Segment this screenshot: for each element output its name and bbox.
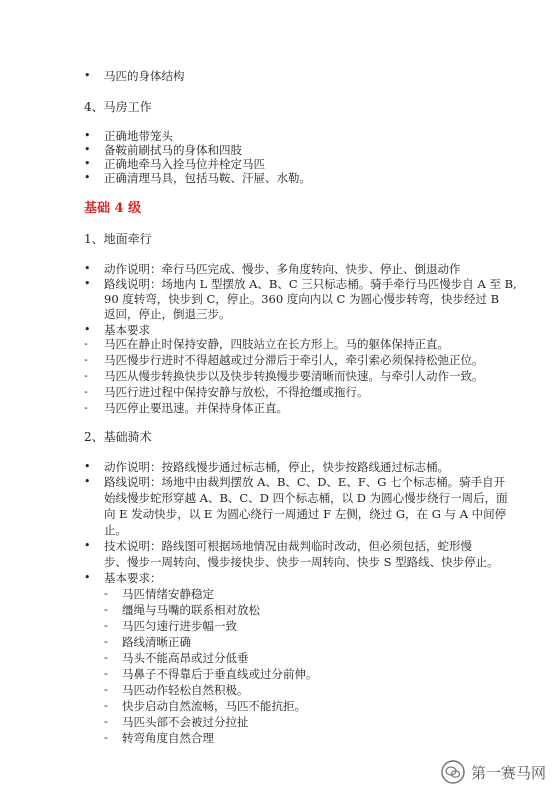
watermark-text: 第一赛马网 [470, 763, 546, 782]
bullet-icon: • [84, 277, 91, 290]
bullet-icon: • [84, 69, 91, 82]
requirement-item: 马鼻子不得靠后于垂直线或过分前伸。 [122, 667, 318, 681]
requirement-item: 马匹停止要迅速。并保持身体正直。 [104, 401, 288, 415]
route-description-line: 向 E 发动快步，以 E 为圆心绕行一周通过 F 左侧，绕过 G，在 G 与 A 中间停 [104, 507, 507, 521]
dash-marker: - [104, 667, 108, 680]
requirement-item: 转弯角度自然合理 [122, 731, 214, 745]
requirement-item: 马匹慢步行进时不得超越或过分滞后于牵引人，牵引索必须保持松弛正位。 [104, 353, 484, 367]
dash-marker: - [84, 401, 88, 414]
dash-marker: - [104, 587, 108, 600]
bullet-icon: • [84, 171, 91, 184]
bullet-icon: • [84, 323, 91, 336]
list-item: 备鞍前刷拭马的身体和四肢 [104, 143, 242, 157]
dash-marker: - [104, 683, 108, 696]
list-item: 正确地牵马入拴马位并栓定马匹 [104, 157, 265, 171]
route-description-line: 始线慢步蛇形穿越 A、B、C、D 四个标志桶，以 D 为圆心慢步绕行一周后，面 [104, 491, 508, 505]
wechat-icon [441, 760, 465, 784]
requirement-item: 马匹头部不会被过分拉扯 [122, 715, 249, 729]
section-heading-ground-leading: 1、地面牵行 [84, 232, 152, 246]
requirement-item: 马匹在静止时保持安静，四肢站立在长方形上。马的躯体保持正直。 [104, 337, 449, 351]
bullet-icon: • [84, 157, 91, 170]
route-description-line: 返回，停止，倒退三步。 [104, 307, 231, 321]
action-description: 动作说明：牵行马匹完成、慢步、多角度转向、快步、停止、倒退动作 [104, 262, 461, 276]
bullet-icon: • [84, 539, 91, 552]
requirement-item: 马匹匀速行进步幅一致 [122, 619, 237, 633]
dash-marker: - [84, 353, 88, 366]
dash-marker: - [104, 651, 108, 664]
requirement-item: 马匹从慢步转换快步以及快步转换慢步要清晰而快速。与牵引人动作一致。 [104, 369, 484, 383]
list-item: 正确清理马具，包括马鞍、汗屉、水勒。 [104, 171, 311, 185]
technical-description-line: 步、慢步一周转向、慢步接快步、快步一周转向、快步 S 型路线、快步停止。 [104, 555, 499, 569]
bullet-icon: • [84, 460, 91, 473]
section-heading-basic-riding: 2、基础骑术 [84, 430, 152, 444]
section-heading-stable-work: 4、马房工作 [84, 100, 152, 114]
action-description: 动作说明：按路线慢步通过标志桶，停止，快步按路线通过标志桶。 [104, 460, 449, 474]
requirement-item: 缰绳与马嘴的联系相对放松 [122, 603, 260, 617]
bullet-icon: • [84, 143, 91, 156]
watermark [441, 760, 546, 784]
requirements-label: 基本要求： [104, 571, 162, 585]
requirement-item: 马头不能高昂或过分低垂 [122, 651, 249, 665]
list-item: 正确地带笼头 [104, 129, 173, 143]
requirement-item: 快步启动自然流畅，马匹不能抗拒。 [122, 699, 306, 713]
dash-marker: - [104, 715, 108, 728]
bullet-icon: • [84, 571, 91, 584]
dash-marker: - [104, 635, 108, 648]
requirement-item: 马匹行进过程中保持安静与放松，不得抢缰或拖行。 [104, 385, 369, 399]
dash-marker: - [104, 699, 108, 712]
level-title: 基础 4 级 [84, 201, 142, 216]
list-item: 马匹的身体结构 [104, 69, 185, 83]
requirements-label: 基本要求 [104, 323, 150, 337]
dash-marker: - [84, 337, 88, 350]
dash-marker: - [84, 369, 88, 382]
technical-description-line: 技术说明：路线图可根据场地情况由裁判临时改动，但必须包括，蛇形慢 [104, 539, 472, 553]
dash-marker: - [84, 385, 88, 398]
dash-marker: - [104, 731, 108, 744]
requirement-item: 马匹动作轻松自然积极。 [122, 683, 249, 697]
route-description-line: 路线说明：场地内 L 型摆放 A、B、C 三只标志桶。骑手牵行马匹慢步自 A 至 B, [104, 277, 517, 291]
dash-marker: - [104, 603, 108, 616]
route-description-line: 路线说明：场地中由裁判摆放 A、B、C、D、E、F、G 七个标志桶。骑手自开 [104, 475, 506, 489]
bullet-icon: • [84, 475, 91, 488]
route-description-line: 90 度转弯，快步到 C，停止。360 度向内以 C 为圆心慢步转弯，快步经过 B [104, 292, 500, 306]
requirement-item: 马匹情绪安静稳定 [122, 587, 214, 601]
route-description-line: 止。 [104, 523, 127, 537]
dash-marker: - [104, 619, 108, 632]
requirement-item: 路线清晰正确 [122, 635, 191, 649]
bullet-icon: • [84, 262, 91, 275]
bullet-icon: • [84, 129, 91, 142]
